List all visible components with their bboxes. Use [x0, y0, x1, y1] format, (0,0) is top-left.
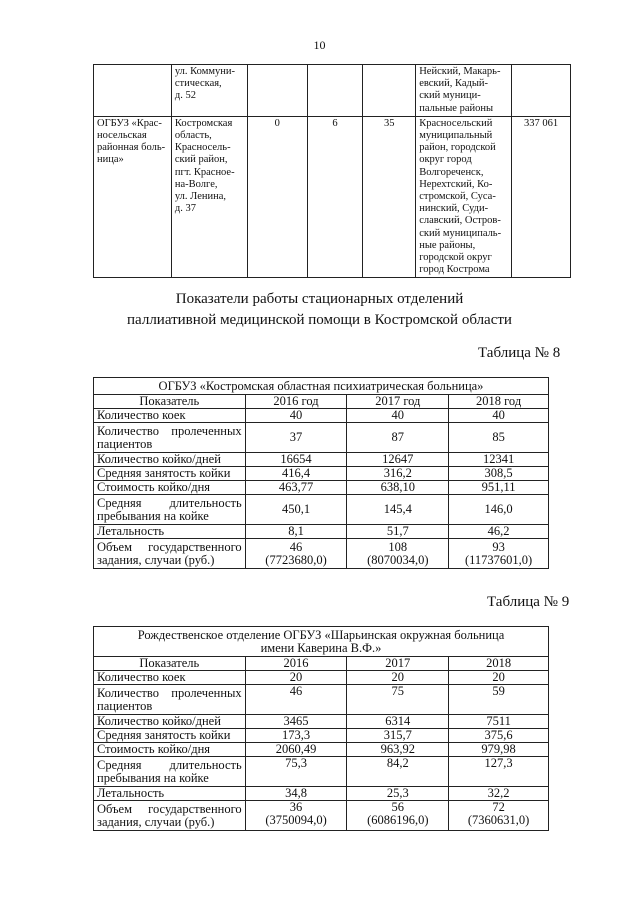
table-row: [94, 116, 571, 278]
value-cell: 84,2: [347, 757, 449, 787]
value-cell: 37: [245, 423, 347, 453]
value-cell: 979,98: [449, 743, 549, 757]
value-cell: 34,8: [245, 787, 347, 801]
value-cell: 46,2: [449, 525, 549, 539]
value-cell: 51,7: [347, 525, 449, 539]
indicator-label: Количество пролеченных пациентов: [94, 685, 246, 715]
table-row: [94, 453, 549, 467]
header-cell: Показатель: [94, 395, 246, 409]
table-row: [94, 467, 549, 481]
population-cell: 337 061: [512, 116, 571, 278]
indicator-label: Объем государственного задания, случаи (руб.): [94, 539, 246, 569]
value-cell: 75: [347, 685, 449, 715]
value-cell: 638,10: [347, 481, 449, 495]
value-cell: 20: [347, 671, 449, 685]
value-cell: 46: [245, 685, 347, 715]
value-cell: 40: [449, 409, 549, 423]
header-cell: 2017 год: [347, 395, 449, 409]
value-cell: 450,1: [245, 495, 347, 525]
value-cell: 416,4: [245, 467, 347, 481]
table-9-caption-line-2: имени Каверина В.Ф.»: [260, 640, 382, 655]
value-cell: 72 (7360631,0): [449, 801, 549, 831]
header-cell: 2016 год: [245, 395, 347, 409]
table-row: [94, 757, 549, 787]
value-cell: 35: [363, 116, 416, 278]
value-cell: 16654: [245, 453, 347, 467]
table-row: [94, 801, 549, 831]
value-cell: 40: [347, 409, 449, 423]
table-9-caption-line-1: Рождественское отделение ОГБУЗ «Шарьинская окружная больница: [137, 627, 505, 642]
table-row: [94, 525, 549, 539]
header-cell: 2016: [245, 657, 347, 671]
section-title-line-1: Показатели работы стационарных отделений: [175, 291, 464, 307]
value-cell: 146,0: [449, 495, 549, 525]
value-cell: 8,1: [245, 525, 347, 539]
value-cell: 40: [245, 409, 347, 423]
value-cell: 127,3: [449, 757, 549, 787]
value-cell: 6: [307, 116, 363, 278]
value-cell: 375,6: [449, 729, 549, 743]
table-9: [93, 626, 549, 831]
value-cell: 6314: [347, 715, 449, 729]
indicator-label: Летальность: [94, 525, 246, 539]
value-cell: 108 (8070034,0): [347, 539, 449, 569]
header-cell: 2017: [347, 657, 449, 671]
indicator-label: Количество койко/дней: [94, 715, 246, 729]
section-title-line-2: паллиативной медицинской помощи в Костромской области: [127, 312, 512, 328]
districts-cell: Красносельский муниципальный район, городской округ город Волгореченск, Нерехтский, Ко- стромской, Суса- нинский, Суди- славский, Остров- ский муниципаль- ные районы, городской округ город Кострома: [416, 116, 512, 278]
institution-name-cell: ОГБУЗ «Крас- носельская районная боль- ница»: [94, 116, 172, 278]
page-number: 10: [313, 38, 326, 52]
indicator-label: Летальность: [94, 787, 246, 801]
table-9-label: Таблица № 9: [487, 594, 570, 610]
indicator-label: Количество койко/дней: [94, 453, 246, 467]
value-cell: 36 (3750094,0): [245, 801, 347, 831]
table-row: [94, 715, 549, 729]
value-cell: 145,4: [347, 495, 449, 525]
value-cell: 85: [449, 423, 549, 453]
table-row: [94, 495, 549, 525]
value-cell: 25,3: [347, 787, 449, 801]
address-cell: Костромская область, Красносель- ский район, пгт. Красное- на-Волге, ул. Ленина, д. 37: [171, 116, 247, 278]
indicator-label: Стоимость койко/дня: [94, 481, 246, 495]
table-row: [94, 787, 549, 801]
districts-cell: Нейский, Макарь- евский, Кадый- ский муници- пальные районы: [416, 65, 512, 117]
table-row: [94, 743, 549, 757]
table-9-caption: [94, 627, 549, 657]
value-cell: 951,11: [449, 481, 549, 495]
table-8: [93, 377, 549, 569]
table-row: [94, 685, 549, 715]
table-8-label: Таблица № 8: [478, 345, 561, 361]
value-cell: 173,3: [245, 729, 347, 743]
indicator-label: Количество коек: [94, 671, 246, 685]
value-cell: 32,2: [449, 787, 549, 801]
indicator-label: Объем государственного задания, случаи (руб.): [94, 801, 246, 831]
header-cell: Показатель: [94, 657, 246, 671]
header-cell: 2018 год: [449, 395, 549, 409]
value-cell: 463,77: [245, 481, 347, 495]
indicator-label: Стоимость койко/дня: [94, 743, 246, 757]
value-cell: 93 (11737601,0): [449, 539, 549, 569]
header-cell: 2018: [449, 657, 549, 671]
value-cell: 12341: [449, 453, 549, 467]
value-cell: 75,3: [245, 757, 347, 787]
value-cell: 3465: [245, 715, 347, 729]
value-cell: 316,2: [347, 467, 449, 481]
indicator-label: Средняя длительность пребывания на койке: [94, 495, 246, 525]
value-cell: 963,92: [347, 743, 449, 757]
value-cell: 87: [347, 423, 449, 453]
value-cell: 12647: [347, 453, 449, 467]
value-cell: 315,7: [347, 729, 449, 743]
value-cell: 2060,49: [245, 743, 347, 757]
table-row: [94, 539, 549, 569]
table-row: [94, 423, 549, 453]
table-row: [94, 409, 549, 423]
indicator-label: Количество коек: [94, 409, 246, 423]
value-cell: 0: [247, 116, 307, 278]
table-row: [94, 729, 549, 743]
value-cell: 20: [449, 671, 549, 685]
value-cell: 7511: [449, 715, 549, 729]
indicator-label: Средняя длительность пребывания на койке: [94, 757, 246, 787]
table-row: [94, 671, 549, 685]
indicator-label: Средняя занятость койки: [94, 467, 246, 481]
value-cell: 46 (7723680,0): [245, 539, 347, 569]
indicator-label: Средняя занятость койки: [94, 729, 246, 743]
value-cell: 308,5: [449, 467, 549, 481]
table-8-caption: ОГБУЗ «Костромская областная психиатрическая больница»: [94, 378, 549, 395]
value-cell: 59: [449, 685, 549, 715]
continuation-table: [93, 64, 571, 278]
indicator-label: Количество пролеченных пациентов: [94, 423, 246, 453]
table-row: [94, 65, 571, 117]
value-cell: 56 (6086196,0): [347, 801, 449, 831]
table-row: [94, 481, 549, 495]
address-cell: ул. Коммуни- стическая, д. 52: [171, 65, 247, 117]
value-cell: 20: [245, 671, 347, 685]
